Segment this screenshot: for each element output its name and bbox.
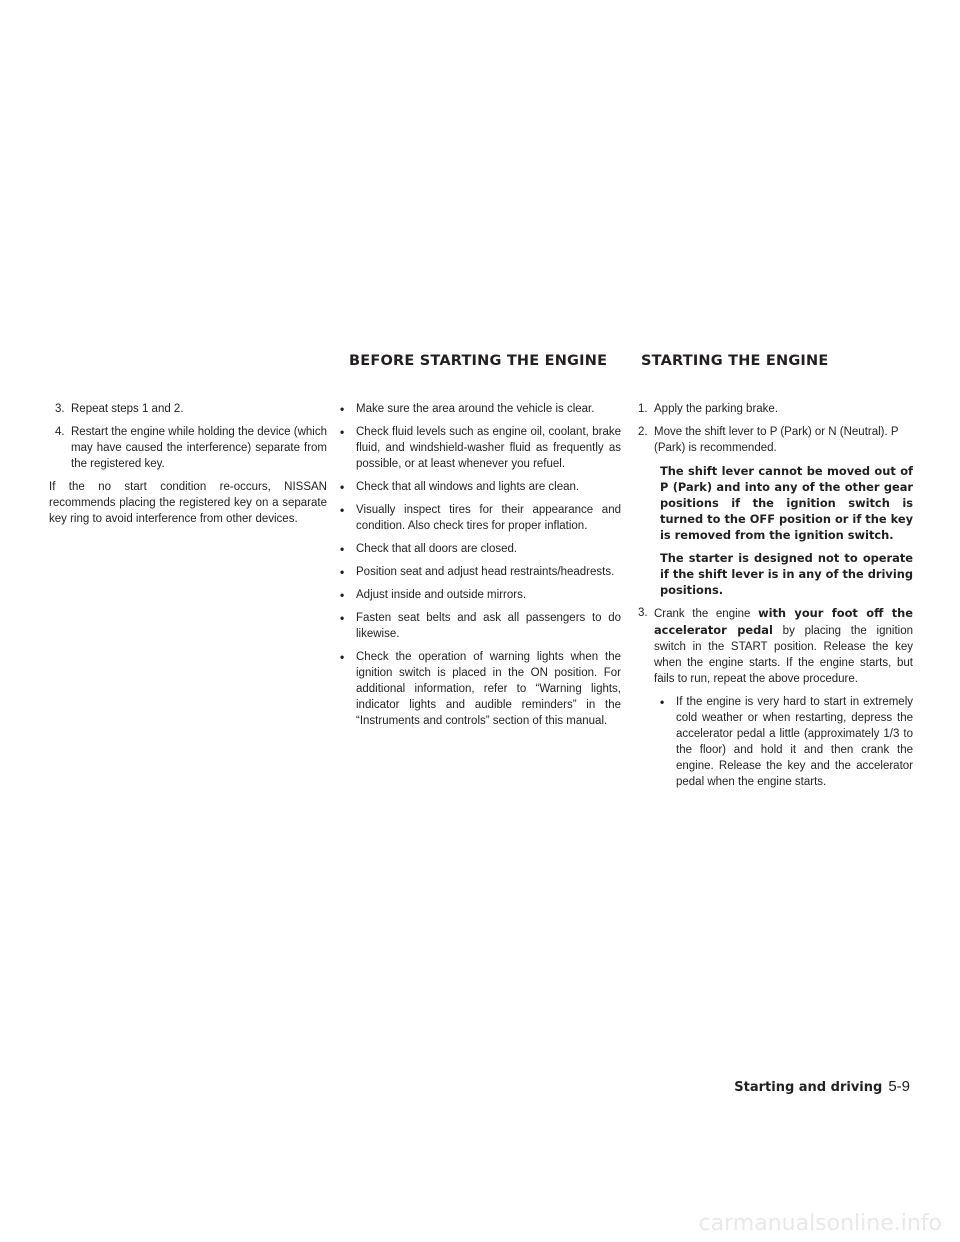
checklist-item — [340, 541, 621, 557]
heading-before-starting: BEFORE STARTING THE ENGINE — [349, 353, 608, 369]
bullet-icon: • — [340, 402, 345, 416]
bullet-icon: • — [660, 695, 665, 709]
shift-lever-note: The shift lever cannot be moved out of P (Park) and into any of the other gear positions if the ignition switch is turned to the OFF position or if the key is removed from the ignition switch. — [660, 464, 913, 542]
checklist-text: Check that all windows and lights are clean. — [356, 481, 580, 493]
bullet-icon: • — [340, 565, 345, 579]
checklist-item — [340, 587, 621, 603]
bullet-icon: • — [340, 425, 345, 439]
bullet-icon: • — [340, 650, 345, 664]
checklist-text: Fasten seat belts and ask all passengers to do likewise. — [356, 612, 621, 640]
checklist-item — [340, 502, 621, 534]
checklist-item — [340, 401, 621, 417]
step-text: Restart the engine while holding the device (which may have caused the interference) separate from the registered key. — [71, 426, 327, 470]
checklist-item — [340, 479, 621, 495]
step-number: 3. — [638, 607, 648, 619]
checklist-text: Adjust inside and outside mirrors. — [356, 589, 527, 601]
bullet-icon: • — [340, 611, 345, 625]
step-number: 4. — [55, 426, 65, 438]
step-2-item — [638, 424, 913, 456]
bullet-icon: • — [340, 480, 345, 494]
left-column — [49, 401, 327, 534]
page-footer — [734, 1078, 910, 1095]
checklist-text: Check the operation of warning lights when the ignition switch is placed in the ON position. For additional information, refer to “Warning lights, indicator lights and audible reminders” in the “Instruments and controls” section of this manual. — [356, 651, 621, 727]
bullet-icon: • — [340, 542, 345, 556]
step-text-lead: Crank the engine — [654, 608, 759, 620]
step-4-item — [55, 424, 327, 472]
starting-procedure-column — [632, 401, 913, 797]
footer-section-title: Starting and driving — [734, 1080, 883, 1095]
checklist-text: Check that all doors are closed. — [356, 543, 518, 555]
step-3-item — [638, 605, 913, 687]
step-text: Apply the parking brake. — [654, 403, 779, 415]
checklist-column — [340, 401, 621, 736]
page-number: 5-9 — [888, 1078, 910, 1095]
step-number: 1. — [638, 403, 648, 415]
step-text-emphasis: with your foot off the accelerator pedal — [654, 606, 913, 637]
step-text — [654, 605, 913, 687]
step-text-rest: by placing the ignition switch in the START position. Release the key when the engine starts. If the engine starts, but fails to run, repeat the above procedure. — [654, 625, 913, 685]
checklist-text: Make sure the area around the vehicle is clear. — [356, 403, 595, 415]
bullet-icon: • — [340, 588, 345, 602]
watermark: carmanualsonline.info — [698, 1211, 942, 1236]
starter-note: The starter is designed not to operate if the shift lever is in any of the driving positions. — [660, 551, 913, 597]
cold-start-text: If the engine is very hard to start in extremely cold weather or when restarting, depress the accelerator pedal a little (approximately 1/3 to the floor) and hold it and then crank the engine. Release the key and the accelerator pedal when the engine starts. — [676, 696, 913, 788]
step-3-item — [55, 401, 327, 417]
heading-starting-engine: STARTING THE ENGINE — [641, 353, 829, 369]
step-number: 2. — [638, 426, 648, 438]
checklist-item — [340, 610, 621, 642]
checklist-text: Visually inspect tires for their appearance and condition. Also check tires for proper inflation. — [356, 504, 621, 532]
step-number: 3. — [55, 403, 65, 415]
cold-start-bullet — [638, 694, 913, 790]
interference-paragraph: If the no start condition re-occurs, NISSAN recommends placing the registered key on a separate key ring to avoid interference from other devices. — [49, 481, 327, 525]
checklist-text: Check fluid levels such as engine oil, coolant, brake fluid, and windshield-washer fluid as frequently as possible, or at least whenever you refuel. — [356, 426, 621, 470]
bullet-icon: • — [340, 503, 345, 517]
step-text: Repeat steps 1 and 2. — [71, 403, 184, 415]
checklist-text: Position seat and adjust head restraints/headrests. — [356, 566, 615, 578]
checklist-item — [340, 424, 621, 472]
checklist-item — [340, 564, 621, 580]
checklist-item — [340, 649, 621, 729]
step-text: Move the shift lever to P (Park) or N (Neutral). P (Park) is recommended. — [654, 426, 899, 454]
step-1-item — [638, 401, 913, 417]
